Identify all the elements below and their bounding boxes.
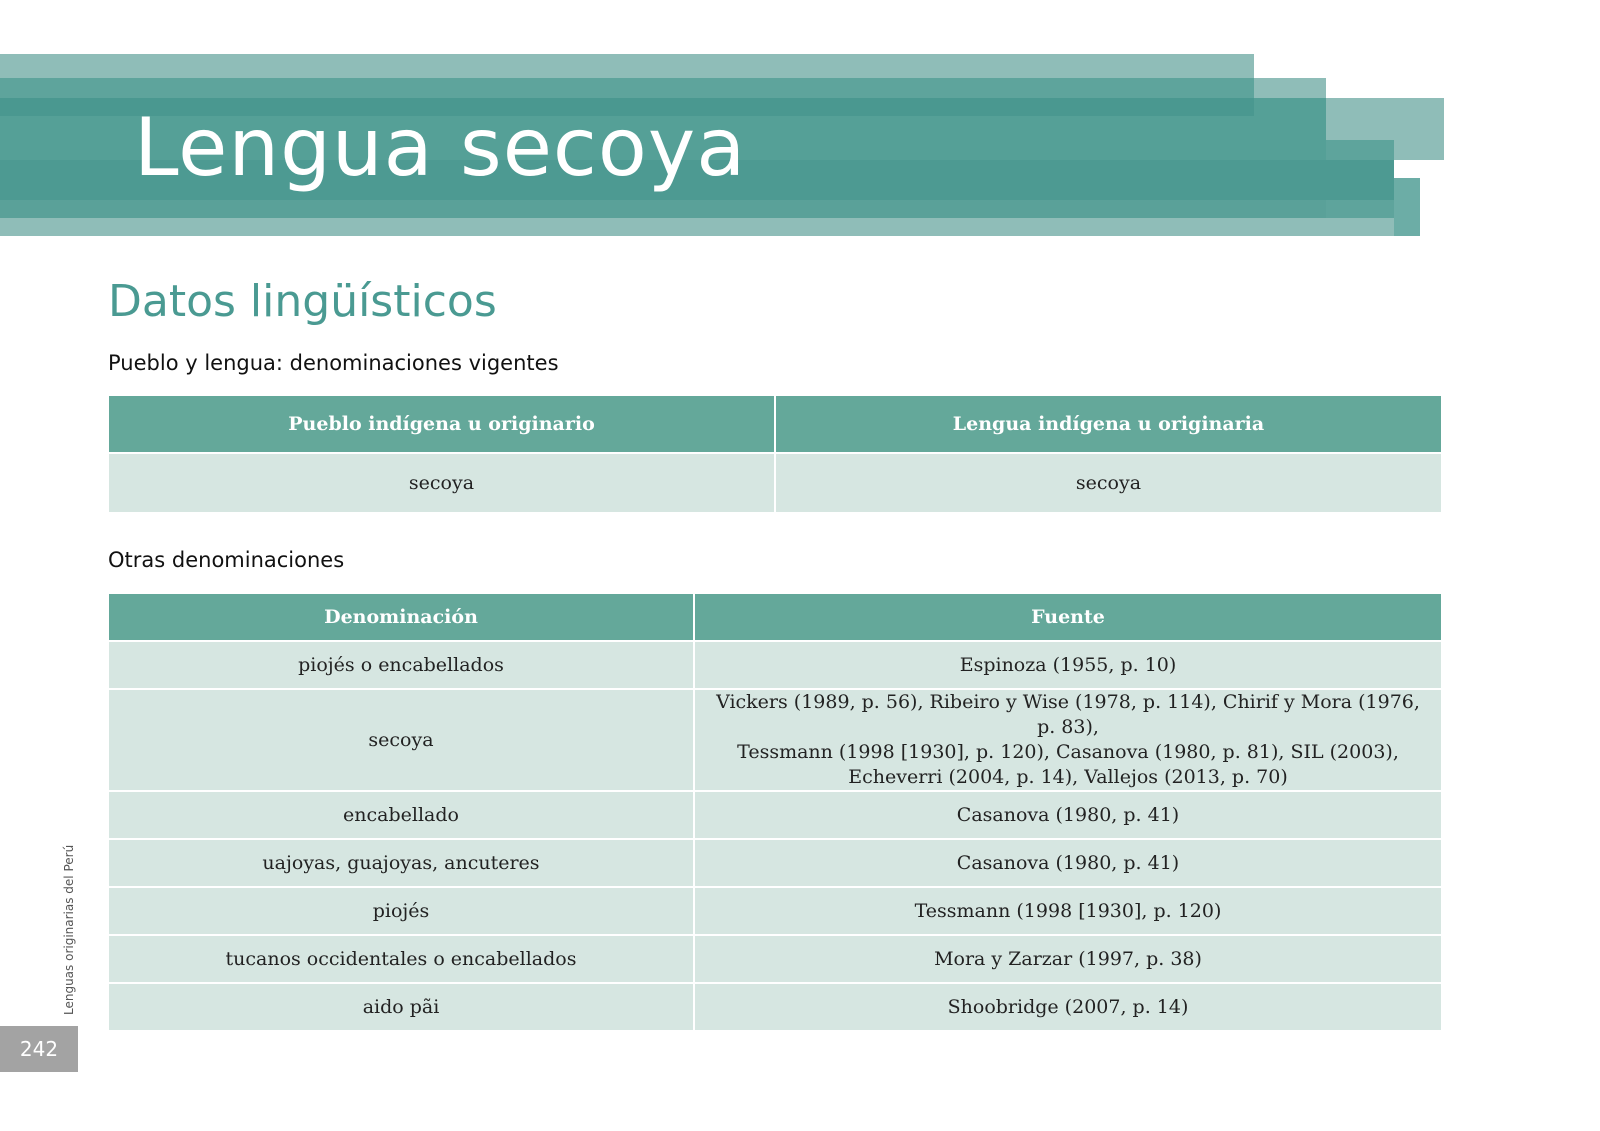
denominacion-cell: tucanos occidentales o encabellados [108,935,694,983]
banner-stripe [0,54,1254,78]
table-row [108,935,1442,983]
page-title: Lengua secoya [134,101,747,194]
current-names-subtitle: Pueblo y lengua: denominaciones vigentes [108,351,559,375]
fuente-line: Vickers (1989, p. 56), Ribeiro y Wise (1978, p. 114), Chirif y Mora (1976, p. 83), [716,691,1420,738]
denominacion-cell: piojés o encabellados [108,641,694,689]
banner-stripe [0,218,1394,236]
table-row [108,689,1442,791]
fuente-cell: Shoobridge (2007, p. 14) [694,983,1442,1031]
fuente-cell: Casanova (1980, p. 41) [694,791,1442,839]
fuente-cell: Espinoza (1955, p. 10) [694,641,1442,689]
table-row [108,839,1442,887]
column-header-denominacion: Denominación [108,593,694,641]
denominacion-cell: aido pãi [108,983,694,1031]
pueblo-cell: secoya [108,453,775,513]
denominacion-cell: encabellado [108,791,694,839]
fuente-cell [694,689,1442,791]
fuente-line: Echeverri (2004, p. 14), Vallejos (2013, p. 70) [848,766,1288,788]
table-row [108,641,1442,689]
fuente-cell: Mora y Zarzar (1997, p. 38) [694,935,1442,983]
section-title: Datos lingüísticos [108,276,497,327]
table-row [108,887,1442,935]
table-header-row [108,395,1442,453]
other-names-subtitle: Otras denominaciones [108,548,345,572]
fuente-line: Tessmann (1998 [1930], p. 120), Casanova (1980, p. 81), SIL (2003), [737,741,1399,763]
fuente-cell: Tessmann (1998 [1930], p. 120) [694,887,1442,935]
page-number: 242 [0,1026,78,1072]
denominacion-cell: piojés [108,887,694,935]
denominacion-cell: secoya [108,689,694,791]
fuente-cell: Casanova (1980, p. 41) [694,839,1442,887]
table-row [108,791,1442,839]
column-header-fuente: Fuente [694,593,1442,641]
banner-stripe [0,78,1326,98]
side-caption: Lenguas originarias del Perú [62,844,76,1015]
column-header-pueblo: Pueblo indígena u originario [108,395,775,453]
other-names-table [107,592,1443,1032]
current-names-table [107,394,1443,514]
lengua-cell: secoya [775,453,1442,513]
table-row [108,983,1442,1031]
denominacion-cell: uajoyas, guajoyas, ancuteres [108,839,694,887]
column-header-lengua: Lengua indígena u originaria [775,395,1442,453]
table-header-row [108,593,1442,641]
table-row [108,453,1442,513]
banner-stripe [0,200,1326,218]
banner-stripe [1254,78,1326,98]
